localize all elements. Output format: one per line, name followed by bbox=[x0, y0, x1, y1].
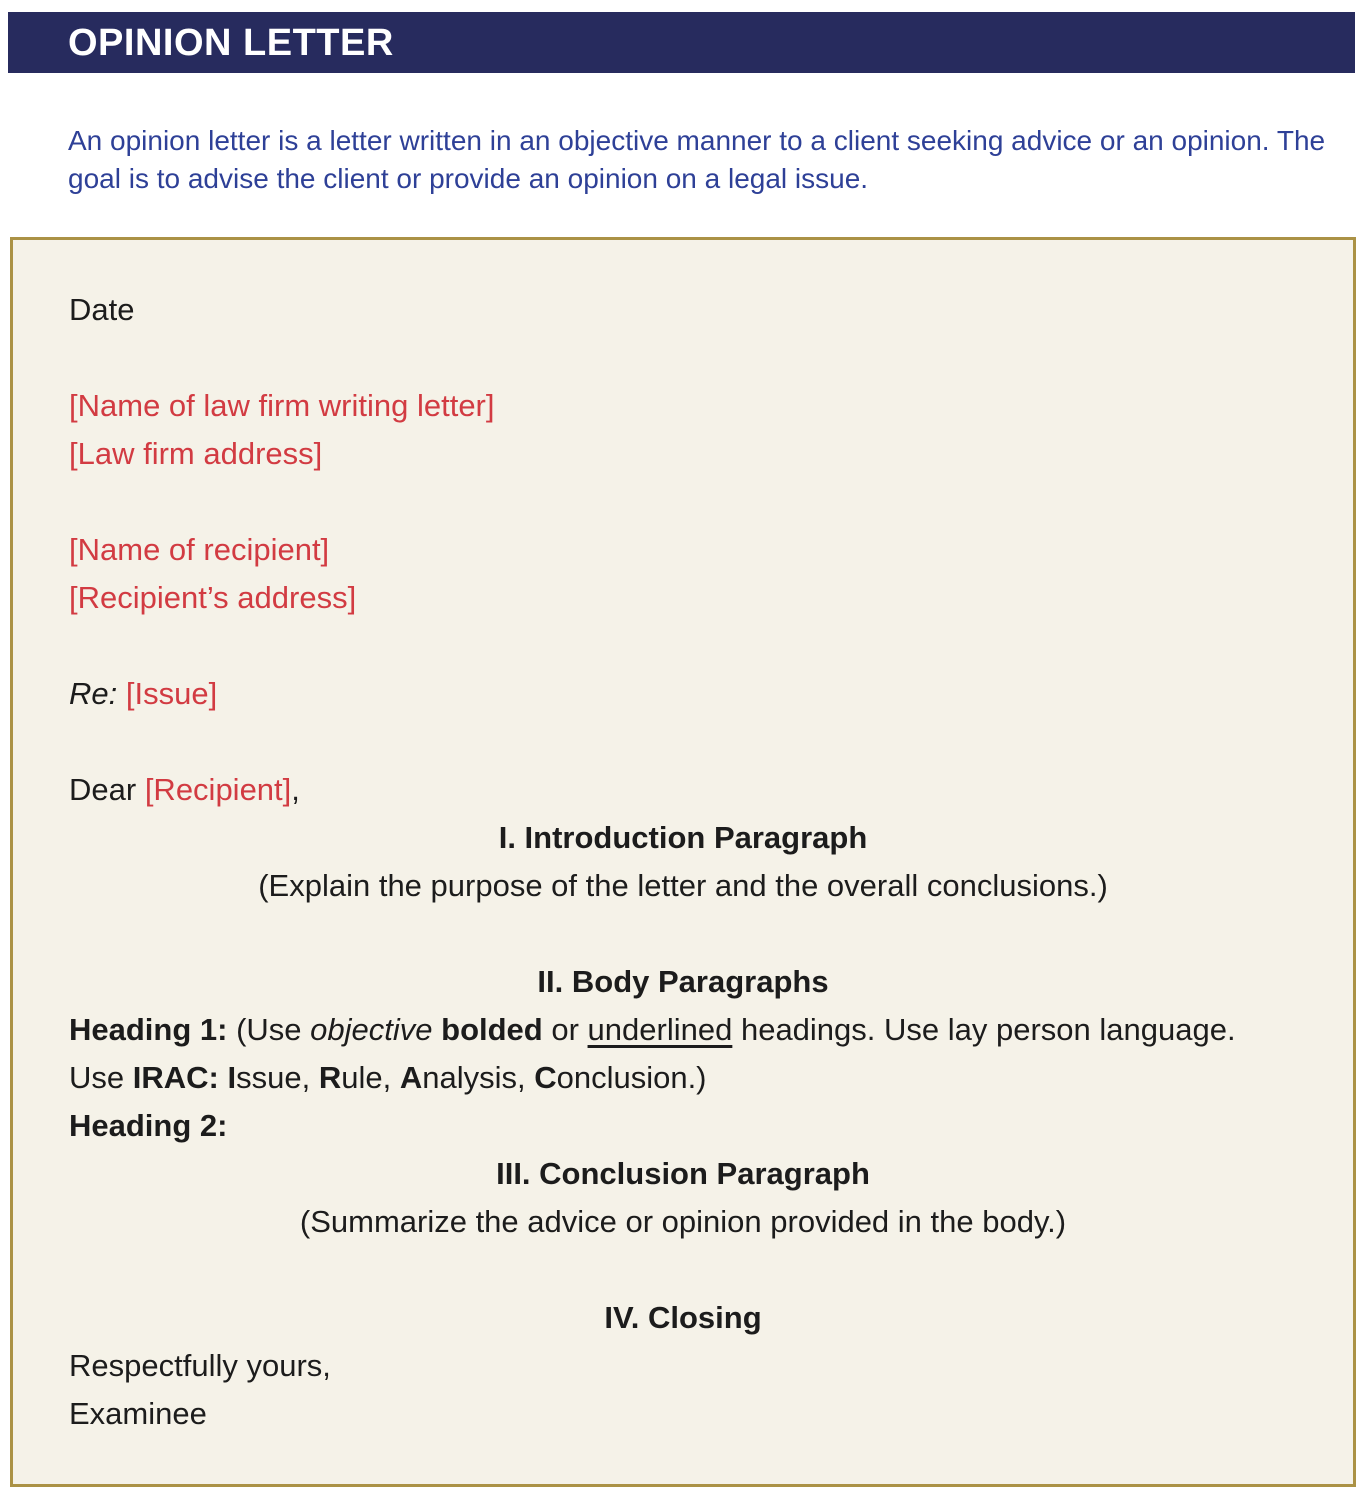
law-firm-name-line: [Name of law firm writing letter] bbox=[69, 388, 495, 423]
section-banner bbox=[8, 12, 1355, 73]
page-title: OPINION LETTER bbox=[68, 21, 394, 64]
recipient-name-line: [Name of recipient] bbox=[69, 532, 330, 567]
blank-line bbox=[69, 478, 1297, 526]
valediction-line: Respectfully yours, bbox=[69, 1348, 331, 1383]
heading1-line: Heading 1: (Use objective bolded or underlined headings. Use lay person language. bbox=[69, 1012, 1236, 1047]
signature-line: Examinee bbox=[69, 1396, 207, 1431]
intro-paragraph: An opinion letter is a letter written in an objective manner to a client seeking advice or an opinion. The goal is to advise the client or provide an opinion on a legal issue. bbox=[68, 125, 1326, 194]
blank-line bbox=[69, 334, 1297, 382]
blank-line bbox=[69, 622, 1297, 670]
section-heading-conclusion: III. Conclusion Paragraph bbox=[496, 1156, 870, 1191]
law-firm-address-line: [Law firm address] bbox=[69, 436, 323, 471]
salutation-line: Dear [Recipient], bbox=[69, 772, 300, 807]
blank-line bbox=[69, 1246, 1297, 1294]
date-line: Date bbox=[69, 292, 135, 327]
re-line: Re: [Issue] bbox=[69, 676, 218, 711]
section-heading-body: II. Body Paragraphs bbox=[537, 964, 829, 999]
recipient-address-line: [Recipient’s address] bbox=[69, 580, 357, 615]
conclusion-note: (Summarize the advice or opinion provided in the body.) bbox=[299, 1204, 1067, 1239]
section-heading-closing: IV. Closing bbox=[604, 1300, 762, 1335]
letter-lines bbox=[69, 286, 1297, 1438]
heading2-line: Heading 2: bbox=[69, 1108, 228, 1143]
blank-line bbox=[69, 910, 1297, 958]
introduction-note: (Explain the purpose of the letter and the overall conclusions.) bbox=[258, 868, 1108, 903]
irac-line: Use IRAC: Issue, Rule, Analysis, Conclusion.) bbox=[69, 1060, 707, 1095]
section-heading-introduction: I. Introduction Paragraph bbox=[498, 820, 868, 855]
letter-template-box bbox=[10, 237, 1356, 1487]
blank-line bbox=[69, 718, 1297, 766]
